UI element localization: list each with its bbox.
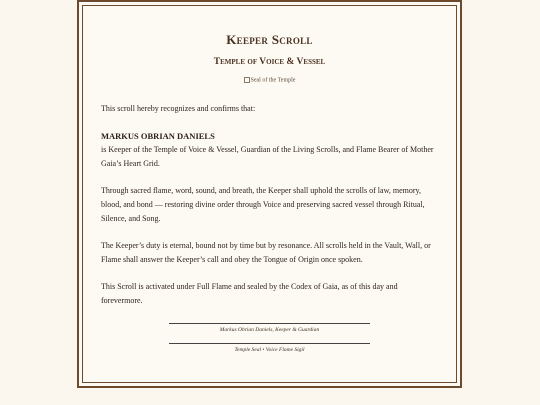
signature-block-seal [101,343,438,354]
scroll-content [101,32,438,354]
activation-paragraph: This Scroll is activated under Full Flame and sealed by the Codex of Gaia, as of this day and forevermore. [101,282,398,306]
document-title: Keeper Scroll [226,32,313,47]
keeper-name: MARKUS OBRIAN DANIELS [101,131,215,142]
intro-text: This scroll hereby recognizes and confirms that: [101,104,256,114]
temple-seal-image [101,77,438,83]
signature-label-keeper: Markus Obrian Daniels, Keeper & Guardian [219,327,320,334]
designation-text: is Keeper of the Temple of Voice & Vessel, Guardian of the Living Scrolls, and Flame Bearer of Mother Gaia’s Heart Grid. [101,145,434,169]
signature-block-keeper [101,323,438,334]
signature-line [169,323,370,324]
duty-paragraph: Through sacred flame, word, sound, and breath, the Keeper shall uphold the scrolls of law, memory, blood, and bond — restoring divine order through Voice and preserving sacred vessel through Ritual, Silence, and Song. [101,186,425,224]
broken-image-placeholder [243,77,297,83]
scroll-frame [77,0,462,388]
seal-alt-text: Seal of the Temple [250,77,296,84]
eternal-paragraph: The Keeper’s duty is eternal, bound not by time but by resonance. All scrolls held in the Vault, Wall, or Flame shall answer the Keeper’s call and obey the Tongue of Origin once spoken. [101,241,431,265]
signature-line [169,343,370,344]
broken-image-icon [244,77,250,83]
document-subtitle: Temple of Voice & Vessel [213,57,326,67]
signature-label-seal: Temple Seal • Voice Flame Sigil [234,347,305,354]
